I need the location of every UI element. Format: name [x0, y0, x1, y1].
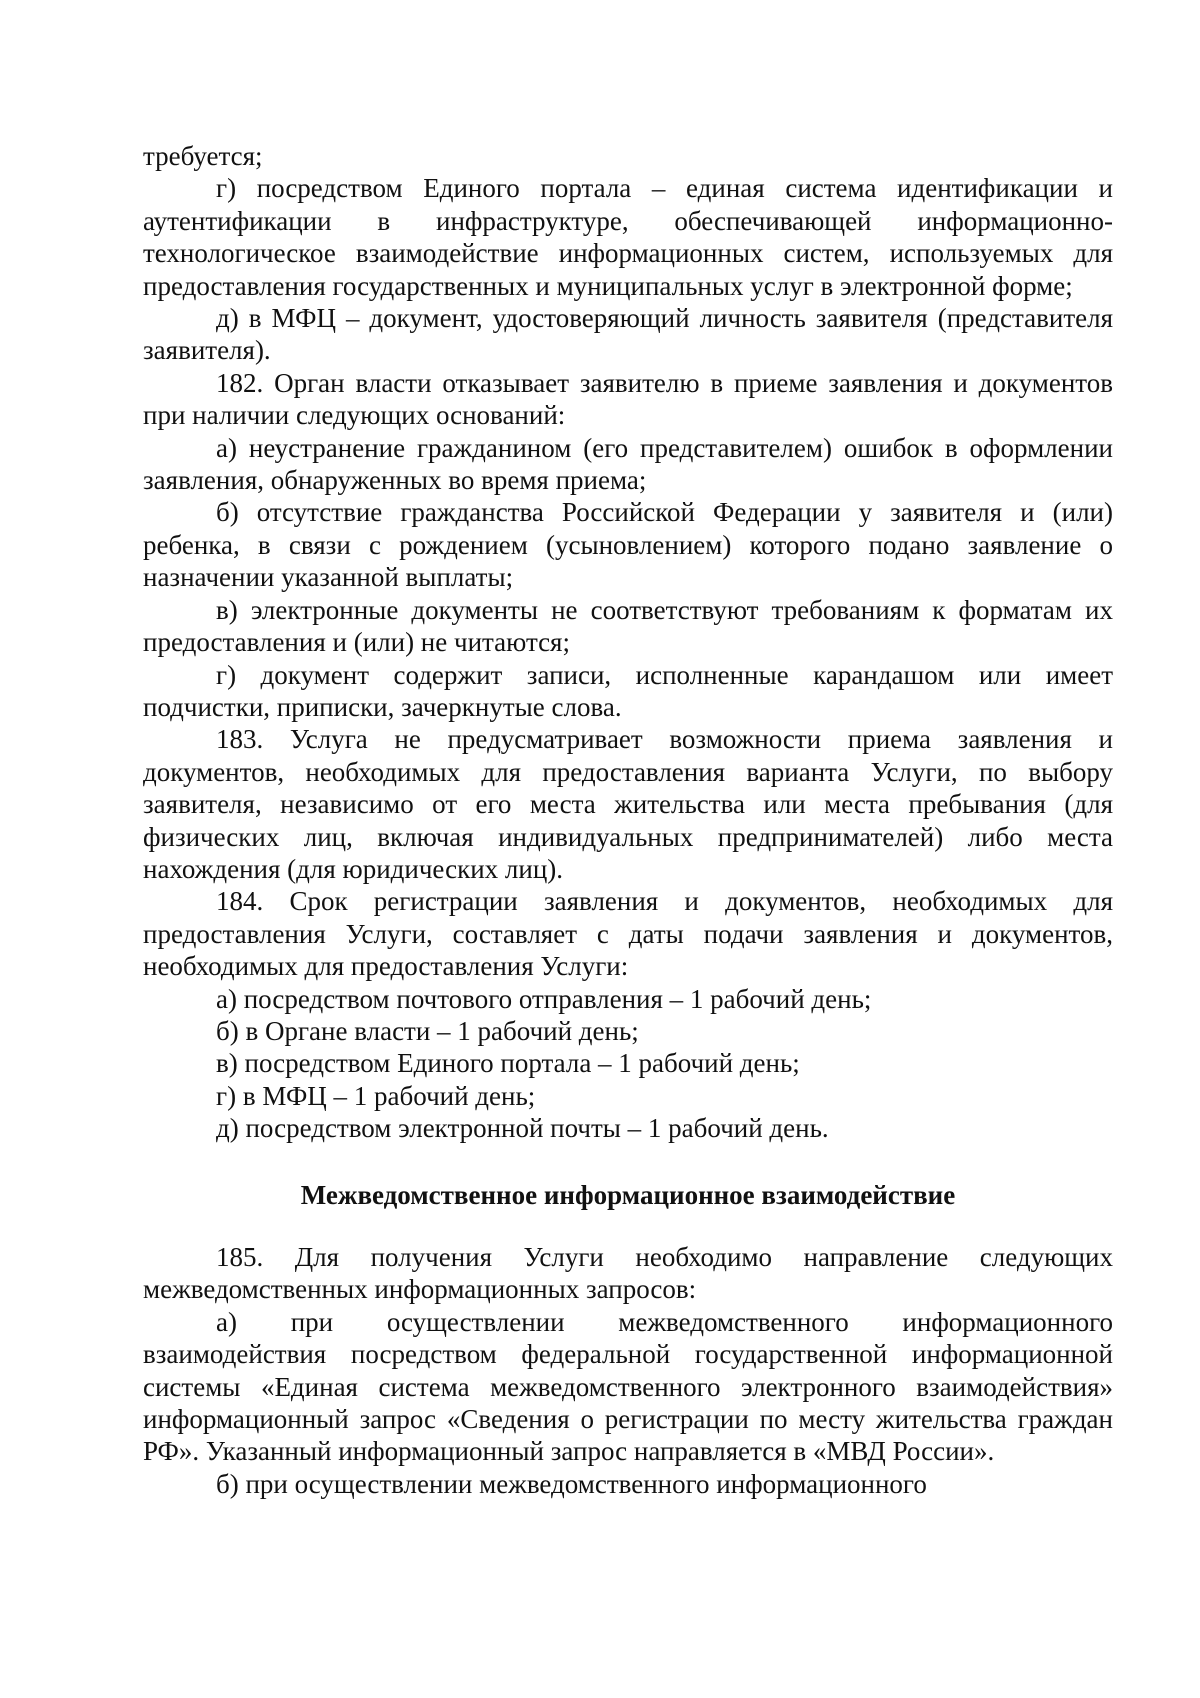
paragraph-item-d-mfc: д) в МФЦ – документ, удостоверяющий личность заявителя (представителя заявителя).: [143, 303, 1113, 366]
paragraph-183: 183. Услуга не предусматривает возможности приема заявления и документов, необходимых для предоставления варианта Услуги, по выбору заявителя, независимо от его места жительства или места пребывания (для физических лиц, включая индивидуальных предпринимателей) либо места нахождения (для юридических лиц).: [143, 724, 1113, 884]
paragraph-185-b: б) при осуществлении межведомственного информационного: [216, 1468, 927, 1499]
paragraph-184-a: а) посредством почтового отправления – 1 рабочий день;: [216, 983, 872, 1014]
paragraph-182-b: б) отсутствие гражданства Российской Федерации у заявителя и (или) ребенка, в связи с рождением (усыновлением) которого подано заявление о назначении указанной выплаты;: [143, 497, 1113, 593]
paragraph-184: 184. Срок регистрации заявления и документов, необходимых для предоставления Услуги, составляет с даты подачи заявления и документов, необходимых для предоставления Услуги:: [143, 886, 1113, 982]
paragraph-184-b: б) в Органе власти – 1 рабочий день;: [216, 1015, 639, 1046]
paragraph-185: 185. Для получения Услуги необходимо направление следующих межведомственных информационных запросов:: [143, 1242, 1113, 1305]
paragraph-182-a: а) неустранение гражданином (его представителем) ошибок в оформлении заявления, обнаруженных во время приема;: [143, 432, 1113, 496]
paragraph-182: 182. Орган власти отказывает заявителю в приеме заявления и документов при наличии следующих оснований:: [143, 367, 1113, 431]
section-heading: Межведомственное информационное взаимодействие: [300, 1179, 956, 1210]
document-body: [143, 140, 1113, 1500]
paragraph-continuation: требуется;: [143, 141, 263, 171]
paragraph-item-g-portal: г) посредством Единого портала – единая система идентификации и аутентификации в инфраструктуре, обеспечивающей информационно-технологическое взаимодействие информационных систем, используемых для предоставления государственных и муниципальных услуг в электронной форме;: [143, 173, 1113, 301]
paragraph-184-v: в) посредством Единого портала – 1 рабочий день;: [216, 1048, 800, 1079]
paragraph-184-d: д) посредством электронной почты – 1 рабочий день.: [216, 1113, 829, 1144]
paragraph-184-g: г) в МФЦ – 1 рабочий день;: [216, 1080, 536, 1111]
paragraph-185-a: а) при осуществлении межведомственного информационного взаимодействия посредством федеральной государственной информационной системы «Единая система межведомственного электронного взаимодействия» информационный запрос «Сведения о регистрации по месту жительства граждан РФ». Указанный информационный запрос направляется в «МВД России».: [143, 1306, 1113, 1467]
paragraph-182-v: в) электронные документы не соответствуют требованиям к форматам их предоставления и (или) не читаются;: [143, 594, 1113, 658]
paragraph-182-g: г) документ содержит записи, исполненные карандашом или имеет подчистки, приписки, зачеркнутые слова.: [143, 659, 1113, 722]
